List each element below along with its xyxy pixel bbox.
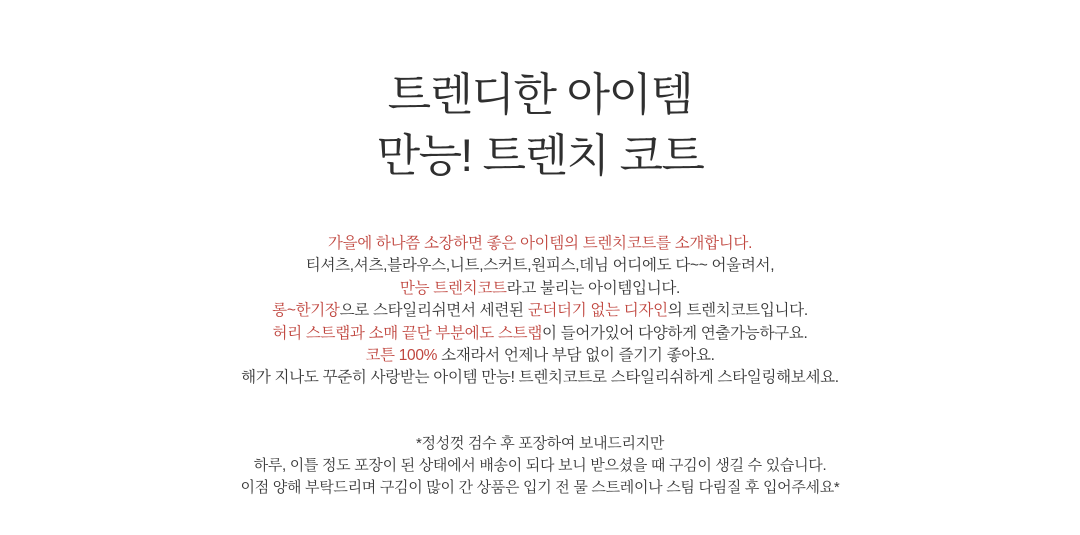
description-highlight: 허리 스트랩과 소매 끝단 부분에도 스트랩: [272, 324, 542, 342]
description-line: [0, 323, 1080, 345]
description-text: 라고 불리는 아이템입니다.: [506, 279, 681, 297]
description-line: [0, 300, 1080, 322]
description-highlight: 만능 트렌치코트: [399, 279, 507, 297]
description-highlight: 코튼 100%: [365, 347, 442, 365]
shipping-notice: [0, 433, 1080, 499]
description-line: [0, 367, 1080, 389]
notice-line-3: 이점 양해 부탁드리며 구김이 많이 간 상품은 입기 전 물 스트레이나 스팀 다림질 후 입어주세요*: [240, 478, 840, 496]
description-highlight: 군더더기 없는 디자인: [527, 302, 668, 320]
description-highlight: 롱~한기장: [272, 302, 340, 320]
notice-line-1: *정성껏 검수 후 포장하여 보내드리지만: [415, 434, 665, 452]
description-text: 해가 지나도 꾸준히 사랑받는 아이템 만능! 트렌치코트로 스타일리쉬하게 스타일링해보세요.: [241, 369, 839, 387]
description-text: 티셔츠,셔츠,블라우스,니트,스커트,원피스,데님 어디에도 다~~ 어울려서,: [305, 257, 775, 275]
description-text: 이 들어가있어 다양하게 연출가능하구요.: [542, 324, 808, 342]
description-highlight: 가을에 하나쯤 소장하면 좋은 아이템의 트렌치코트를 소개합니다.: [327, 235, 753, 252]
title-line-2: 만능! 트렌치 코트: [376, 130, 704, 181]
description-line: [0, 345, 1080, 367]
title-line-1: 트렌디한 아이템: [387, 69, 693, 120]
product-description: [0, 233, 1080, 390]
page-title: [0, 0, 1080, 186]
description-line: [0, 278, 1080, 300]
notice-line-2: 하루, 이틀 정도 포장이 된 상태에서 배송이 되다 보니 받으셨을 때 구김이 생길 수 있습니다.: [253, 456, 827, 474]
description-text: 의 트렌치코트입니다.: [667, 302, 808, 320]
description-line: [0, 255, 1080, 277]
description-text: 으로 스타일리쉬면서 세련된: [339, 302, 528, 320]
description-text: 소재라서 언제나 부담 없이 즐기기 좋아요.: [441, 347, 715, 365]
description-line: [0, 233, 1080, 255]
